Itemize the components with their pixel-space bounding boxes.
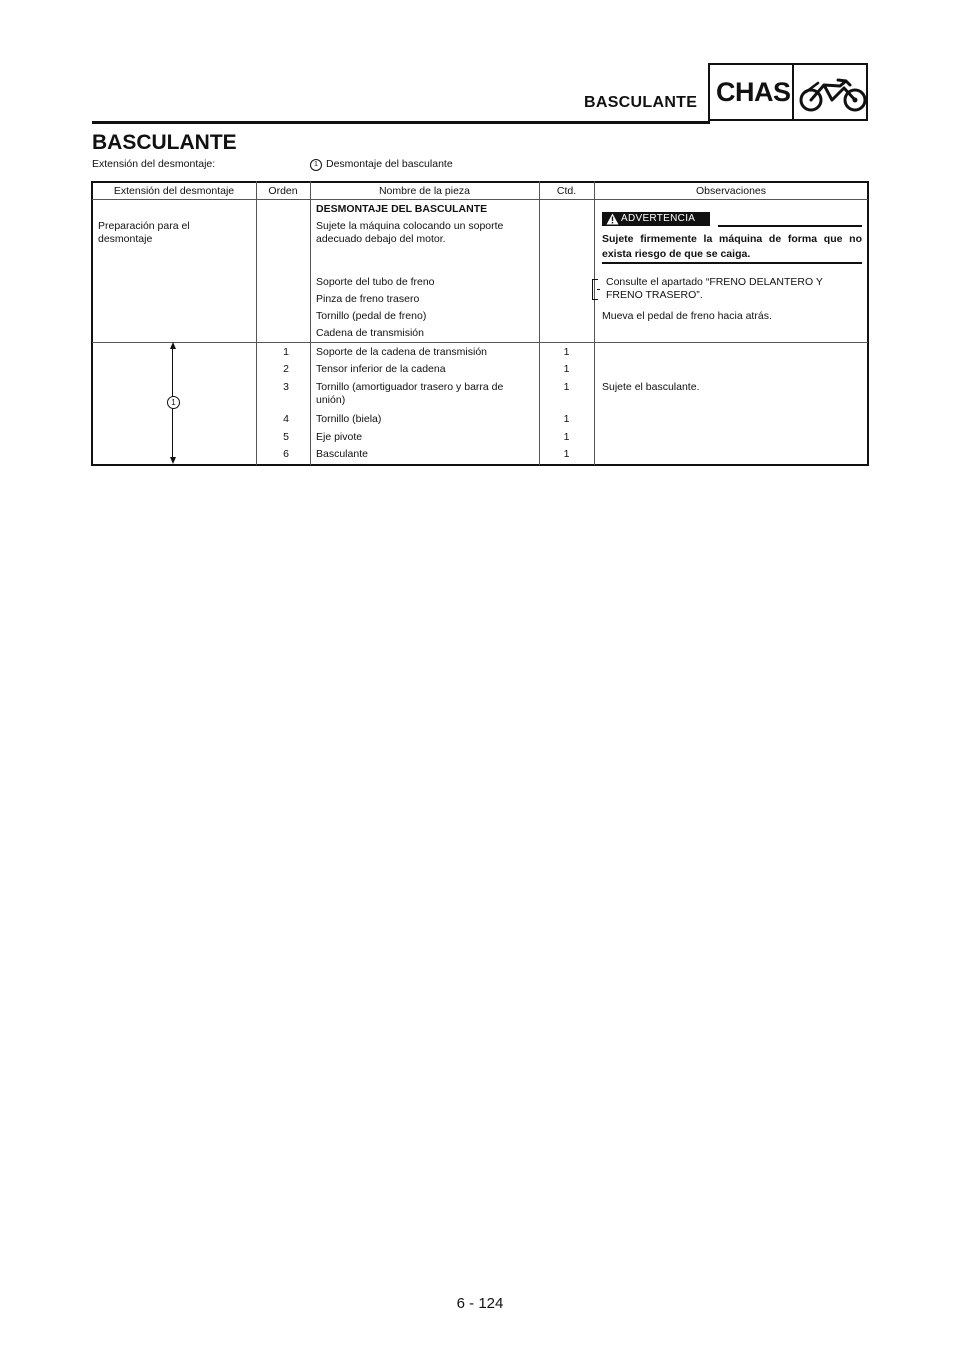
scope-value bbox=[310, 158, 453, 171]
row-qty: 1 bbox=[563, 413, 570, 425]
scope-marker: 1 bbox=[310, 159, 322, 171]
warning-label: ADVERTENCIA bbox=[621, 213, 696, 224]
scope-label: Extensión del desmontaje: bbox=[92, 158, 216, 170]
row-part: Tensor inferior de la cadena bbox=[316, 363, 446, 375]
warning-text-line2: exista riesgo de que se caiga. bbox=[602, 248, 751, 260]
scope-text: Desmontaje del basculante bbox=[326, 158, 453, 170]
row-qty: 1 bbox=[563, 346, 570, 358]
row-order: 4 bbox=[283, 413, 289, 425]
section-divider bbox=[92, 342, 868, 343]
chapter-badge bbox=[708, 63, 868, 121]
row-order: 5 bbox=[283, 431, 289, 443]
col-divider bbox=[594, 181, 595, 465]
prep-step: Tornillo (pedal de freno) bbox=[316, 310, 427, 322]
row-order: 2 bbox=[283, 363, 289, 375]
header-row-divider bbox=[92, 199, 868, 200]
scope-marker-circle: 1 bbox=[167, 396, 180, 409]
page-title: BASCULANTE bbox=[92, 131, 237, 154]
page-number: 6 - 124 bbox=[456, 1295, 504, 1312]
bracket-tick bbox=[597, 289, 600, 290]
col-header-part: Nombre de la pieza bbox=[378, 185, 471, 197]
section-header-title: BASCULANTE bbox=[584, 94, 698, 111]
row-part: Eje pivote bbox=[316, 431, 363, 443]
row-part: Soporte de la cadena de transmisión bbox=[316, 346, 488, 358]
warning-bottom-rule bbox=[602, 262, 862, 264]
row-order: 3 bbox=[283, 381, 289, 393]
prep-step: Cadena de transmisión bbox=[316, 327, 424, 339]
remark-swingarm: Sujete el basculante. bbox=[602, 381, 700, 393]
prep-step: Sujete la máquina colocando un soporte adecuado debajo del motor. bbox=[316, 220, 504, 245]
col-header-qty: Ctd. bbox=[556, 185, 577, 197]
col-header-scope: Extensión del desmontaje bbox=[113, 185, 235, 197]
header-rule bbox=[92, 121, 710, 124]
row-qty: 1 bbox=[563, 363, 570, 375]
row-order: 1 bbox=[283, 346, 289, 358]
warning-text-line1: Sujete firmemente la máquina de forma que no bbox=[602, 233, 862, 245]
prep-step: Soporte del tubo de freno bbox=[316, 276, 435, 288]
warning-rule bbox=[718, 225, 862, 227]
row-part: Basculante bbox=[316, 448, 368, 460]
motorcycle-icon bbox=[798, 73, 868, 115]
warning-badge bbox=[602, 212, 710, 226]
row-qty: 1 bbox=[563, 448, 570, 460]
badge-divider bbox=[792, 65, 794, 119]
row-part: Tornillo (amortiguador trasero y barra de unión) bbox=[316, 381, 504, 406]
warning-icon bbox=[606, 213, 619, 225]
prep-scope: Preparación para el desmontaje bbox=[98, 220, 190, 245]
row-qty: 1 bbox=[563, 381, 570, 393]
prep-heading: DESMONTAJE DEL BASCULANTE bbox=[316, 203, 488, 215]
row-part: Tornillo (biela) bbox=[316, 413, 382, 425]
prep-step: Pinza de freno trasero bbox=[316, 293, 420, 305]
col-header-order: Orden bbox=[268, 185, 298, 197]
note-brake: Consulte el apartado “FRENO DELANTERO Y FRENO TRASERO”. bbox=[606, 276, 823, 301]
col-header-remarks: Observaciones bbox=[695, 185, 767, 197]
row-qty: 1 bbox=[563, 431, 570, 443]
note-pedal: Mueva el pedal de freno hacia atrás. bbox=[602, 310, 772, 322]
row-order: 6 bbox=[283, 448, 289, 460]
chapter-badge-label: CHAS bbox=[716, 77, 791, 107]
